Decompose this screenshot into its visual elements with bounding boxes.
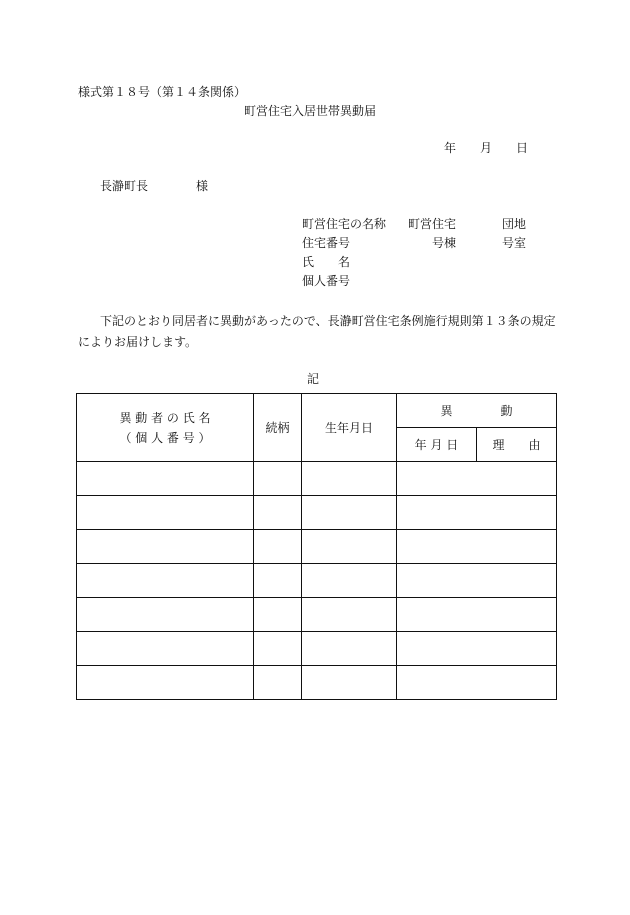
cell-relation[interactable]: [254, 564, 302, 598]
header-birthdate: 生年月日: [302, 394, 397, 462]
cell-relation[interactable]: [254, 598, 302, 632]
table-row: [77, 496, 557, 530]
cell-change[interactable]: [397, 666, 557, 700]
cell-birthdate[interactable]: [302, 496, 397, 530]
ki-heading: 記: [307, 372, 320, 386]
change-table: [76, 393, 557, 700]
header-person: [77, 394, 254, 462]
table-row: [77, 632, 557, 666]
room-suffix: 号室: [502, 236, 527, 250]
cell-birthdate[interactable]: [302, 666, 397, 700]
addressee-name: 長瀞町長: [100, 179, 149, 193]
cell-change[interactable]: [397, 598, 557, 632]
cell-name[interactable]: [77, 632, 254, 666]
table-row: [77, 564, 557, 598]
header-person-line1: 異 動 者 の 氏 名: [119, 410, 211, 425]
cell-change[interactable]: [397, 462, 557, 496]
cell-change[interactable]: [397, 496, 557, 530]
cell-relation[interactable]: [254, 496, 302, 530]
form-number: 様式第１８号（第１４条関係）: [78, 85, 247, 99]
cell-relation[interactable]: [254, 666, 302, 700]
header-person-line2: （ 個 人 番 号 ）: [119, 430, 211, 445]
table-row: [77, 598, 557, 632]
table-header-row: [77, 394, 557, 428]
cell-change[interactable]: [397, 632, 557, 666]
table-row: [77, 462, 557, 496]
table-row: [77, 530, 557, 564]
header-change-reason: 理 由: [477, 428, 557, 462]
cell-relation[interactable]: [254, 462, 302, 496]
header-relation: 続柄: [254, 394, 302, 462]
date-day-label: 日: [516, 141, 529, 155]
cell-birthdate[interactable]: [302, 598, 397, 632]
name-label: 氏 名: [302, 255, 351, 269]
housing-name-label: 町営住宅の名称: [302, 217, 387, 231]
header-change-date: 年 月 日: [397, 428, 477, 462]
cell-name[interactable]: [77, 530, 254, 564]
housing-name-suffix: 団地: [502, 217, 527, 231]
date-year-label: 年: [444, 141, 457, 155]
addressee-honorific: 様: [196, 179, 209, 193]
body-text: 下記のとおり同居者に異動があったので、長瀞町営住宅条例施行規則第１３条の規定によりお届けします。: [78, 314, 556, 349]
cell-birthdate[interactable]: [302, 632, 397, 666]
cell-relation[interactable]: [254, 632, 302, 666]
cell-birthdate[interactable]: [302, 530, 397, 564]
cell-name[interactable]: [77, 564, 254, 598]
building-suffix: 号棟: [432, 236, 457, 250]
document-title: 町営住宅入居世帯異動届: [244, 104, 377, 118]
cell-change[interactable]: [397, 530, 557, 564]
cell-relation[interactable]: [254, 530, 302, 564]
date-month-label: 月: [480, 141, 493, 155]
cell-change[interactable]: [397, 564, 557, 598]
table-row: [77, 666, 557, 700]
housing-name-value: 町営住宅: [408, 217, 457, 231]
cell-name[interactable]: [77, 666, 254, 700]
header-change: 異 動: [397, 394, 557, 428]
unit-number-label: 住宅番号: [302, 236, 351, 250]
cell-birthdate[interactable]: [302, 462, 397, 496]
cell-birthdate[interactable]: [302, 564, 397, 598]
personal-number-label: 個人番号: [302, 274, 351, 288]
cell-name[interactable]: [77, 462, 254, 496]
cell-name[interactable]: [77, 496, 254, 530]
cell-name[interactable]: [77, 598, 254, 632]
